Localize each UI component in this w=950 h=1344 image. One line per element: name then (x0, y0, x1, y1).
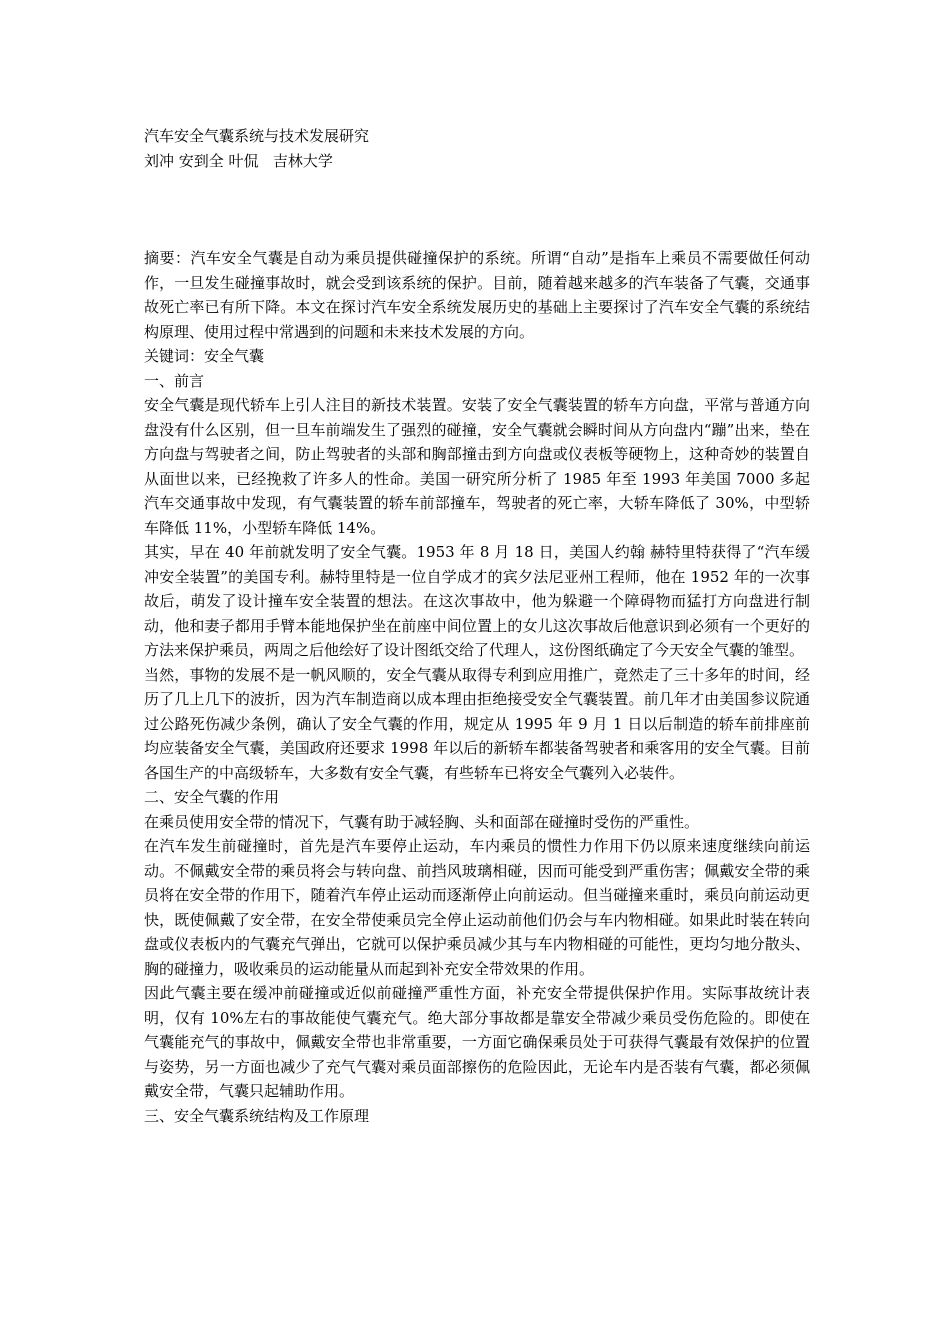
section2-paragraph-2: 在汽车发生前碰撞时，首先是汽车要停止运动，车内乘员的惯性力作用下仍以原来速度继续向前运动。不佩戴安全带的乘员将会与转向盘、前挡风玻璃相碰，因而可能受到严重伤害；佩戴安全带的乘员将在安全带的作用下，随着汽车停止运动而逐渐停止向前运动。但当碰撞来重时，乘员向前运动更快，既使佩戴了安全带，在安全带使乘员完全停止运动前他们仍会与车内物相碰。如果此时装在转向盘或仪表板内的气囊充气弹出，它就可以保护乘员减少其与车内物相碰的可能性，更均匀地分散头、胸的碰撞力，吸收乘员的运动能量从而起到补充安全带效果的作用。 (144, 837, 810, 978)
document-title: 汽车安全气囊系统与技术发展研究 (144, 127, 370, 145)
spacer (144, 173, 810, 246)
abstract-paragraph: 摘要：汽车安全气囊是自动为乘员提供碰撞保护的系统。所谓“自动”是指车上乘员不需要做任何动作，一旦发生碰撞事故时，就会受到该系统的保护。目前，随着越来越多的汽车装备了气囊，交通事故死亡率已有所下降。本文在探讨汽车安全系统发展历史的基础上主要探讨了汽车安全气囊的系统结构原理、使用过程中常遇到的问题和未来技术发展的方向。 (144, 249, 810, 341)
section-heading-1: 一、前言 (144, 371, 205, 390)
section2-paragraph-1: 在乘员使用安全带的情况下，气囊有助于减轻胸、头和面部在碰撞时受伤的严重性。 (144, 812, 700, 831)
document-page (144, 124, 810, 1128)
keywords-line: 关键词：安全气囊 (144, 347, 265, 365)
section-heading-2: 二、安全气囊的作用 (144, 788, 280, 806)
section1-paragraph-1: 安全气囊是现代轿车上引人注目的新技术装置。安装了安全气囊装置的轿车方向盘，平常与普通方向盘没有什么区别，但一旦车前端发生了强烈的碰撞，安全气囊就会瞬时间从方向盘内“蹦”出来，垫在方向盘与驾驶者之间，防止驾驶者的头部和胸部撞击到方向盘或仪表板等硬物上，这种奇妙的装置自从面世以来，已经挽救了许多人的性命。美国一研究所分析了 1985 年至 1993 年美国 7000 多起汽车交通事故中发现，有气囊装置的轿车前部撞车，驾驶者的死亡率，大轿车降低了 30%，中型轿车降低 11%，小型轿车降低 14%。 (144, 396, 810, 537)
document-authors: 刘冲 安到全 叶侃 吉林大学 (144, 151, 333, 170)
section1-paragraph-2: 其实，早在 40 年前就发明了安全气囊。1953 年 8 月 18 日，美国人约翰 赫特里特获得了“汽车缓冲安全装置”的美国专利。赫特里特是一位自学成才的宾夕法尼亚州工程师，他在 1952 年的一次事故后，萌发了设计撞车安全装置的想法。在这次事故中，他为躲避一个障碍物而猛打方向盘进行制动，他和妻子都用手臂本能地保护坐在前座中间位置上的女儿这次事故后他意识到必须有一个更好的方法来保护乘员，两周之后他绘好了设计图纸交给了代理人，这份图纸确定了今天安全气囊的雏型。 (144, 543, 810, 659)
section2-paragraph-3: 因此气囊主要在缓冲前碰撞或近似前碰撞严重性方面，补充安全带提供保护作用。实际事故统计表明，仅有 10%左右的事故能使气囊充气。绝大部分事故都是靠安全带减少乘员受伤危险的。即使在气囊能充气的事故中，佩戴安全带也非常重要，一方面它确保乘员处于可获得气囊最有效保护的位置与姿势，另一方面也减少了充气气囊对乘员面部擦伤的危险因此，无论车内是否装有气囊，都必须佩戴安全带，气囊只起辅助作用。 (144, 984, 810, 1100)
section1-paragraph-3: 当然，事物的发展不是一帆风顺的，安全气囊从取得专利到应用推广，竟然走了三十多年的时间，经历了几上几下的波折，因为汽车制造商以成本理由拒绝接受安全气囊装置。前几年才由美国参议院通过公路死伤减少条例，确认了安全气囊的作用，规定从 1995 年 9 月 1 日以后制造的轿车前排座前均应装备安全气囊，美国政府还要求 1998 年以后的新轿车都装备驾驶者和乘客用的安全气囊。目前各国生产的中高级轿车，大多数有安全气囊，有些轿车已将安全气囊列入必装件。 (144, 665, 810, 782)
section-heading-3: 三、安全气囊系统结构及工作原理 (144, 1106, 370, 1125)
